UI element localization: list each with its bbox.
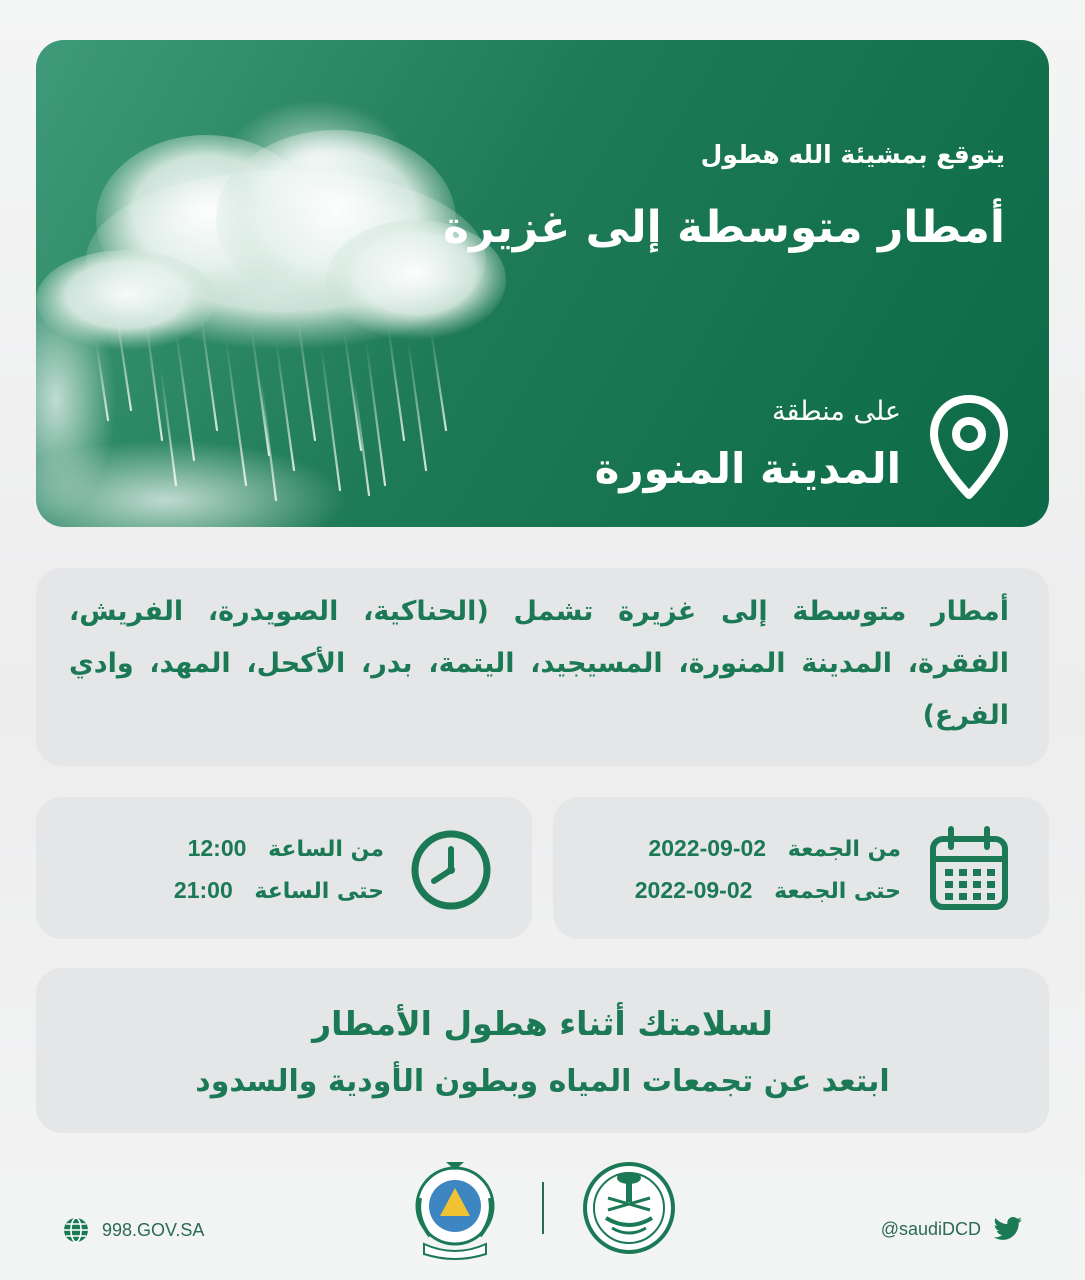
- hero-subtitle: يتوقع بمشيئة الله هطول: [700, 140, 1005, 169]
- civil-defense-emblem: [410, 1158, 500, 1262]
- website-link[interactable]: [62, 1216, 204, 1244]
- twitter-handle: @saudiDCD: [880, 1218, 981, 1239]
- date-to-value: 2022-09-02: [634, 877, 753, 903]
- clock-icon: [408, 827, 494, 913]
- affected-areas-card: [36, 568, 1049, 766]
- region-name: المدينة المنورة: [594, 444, 901, 493]
- date-from: [648, 835, 901, 862]
- date-from-label: من الجمعة: [787, 837, 901, 862]
- location-pin-icon: [929, 395, 1009, 501]
- time-to-value: 21:00: [173, 877, 233, 903]
- time-to: [174, 877, 384, 904]
- time-from: [188, 835, 384, 862]
- region-label: على منطقة: [771, 396, 901, 427]
- footer: [0, 1150, 1085, 1280]
- time-from-label: من الساعة: [268, 837, 384, 862]
- time-from-value: 12:00: [187, 835, 247, 861]
- globe-icon: [62, 1216, 90, 1244]
- date-to: [635, 877, 901, 904]
- safety-title: لسلامتك أثناء هطول الأمطار: [312, 1004, 773, 1043]
- date-to-label: حتى الجمعة: [774, 879, 901, 904]
- date-range-card: [553, 797, 1049, 939]
- twitter-icon: [993, 1216, 1023, 1242]
- website-text: 998.GOV.SA: [102, 1219, 205, 1240]
- safety-text: ابتعد عن تجمعات المياه وبطون الأودية والسدود: [195, 1064, 890, 1099]
- twitter-link[interactable]: [881, 1216, 1023, 1242]
- hero-title: أمطار متوسطة إلى غزيرة: [442, 202, 1005, 253]
- date-from-value: 2022-09-02: [648, 835, 767, 861]
- safety-advice-card: [36, 968, 1049, 1133]
- ministry-interior-emblem: [582, 1158, 676, 1258]
- calendar-icon: [929, 825, 1009, 911]
- time-to-label: حتى الساعة: [254, 879, 384, 904]
- hero-banner: [36, 40, 1049, 527]
- rain-cloud-illustration: [36, 40, 556, 527]
- affected-areas-text: أمطار متوسطة إلى غزيرة تشمل (الحناكية، الصويدرة، الفريش، الفقرة، المدينة المنورة، المسيجيد، اليتمة، بدر، الأكحل، المهد، وادي الفرع): [69, 596, 1009, 731]
- time-range-card: [36, 797, 532, 939]
- emblem-divider: [542, 1182, 544, 1234]
